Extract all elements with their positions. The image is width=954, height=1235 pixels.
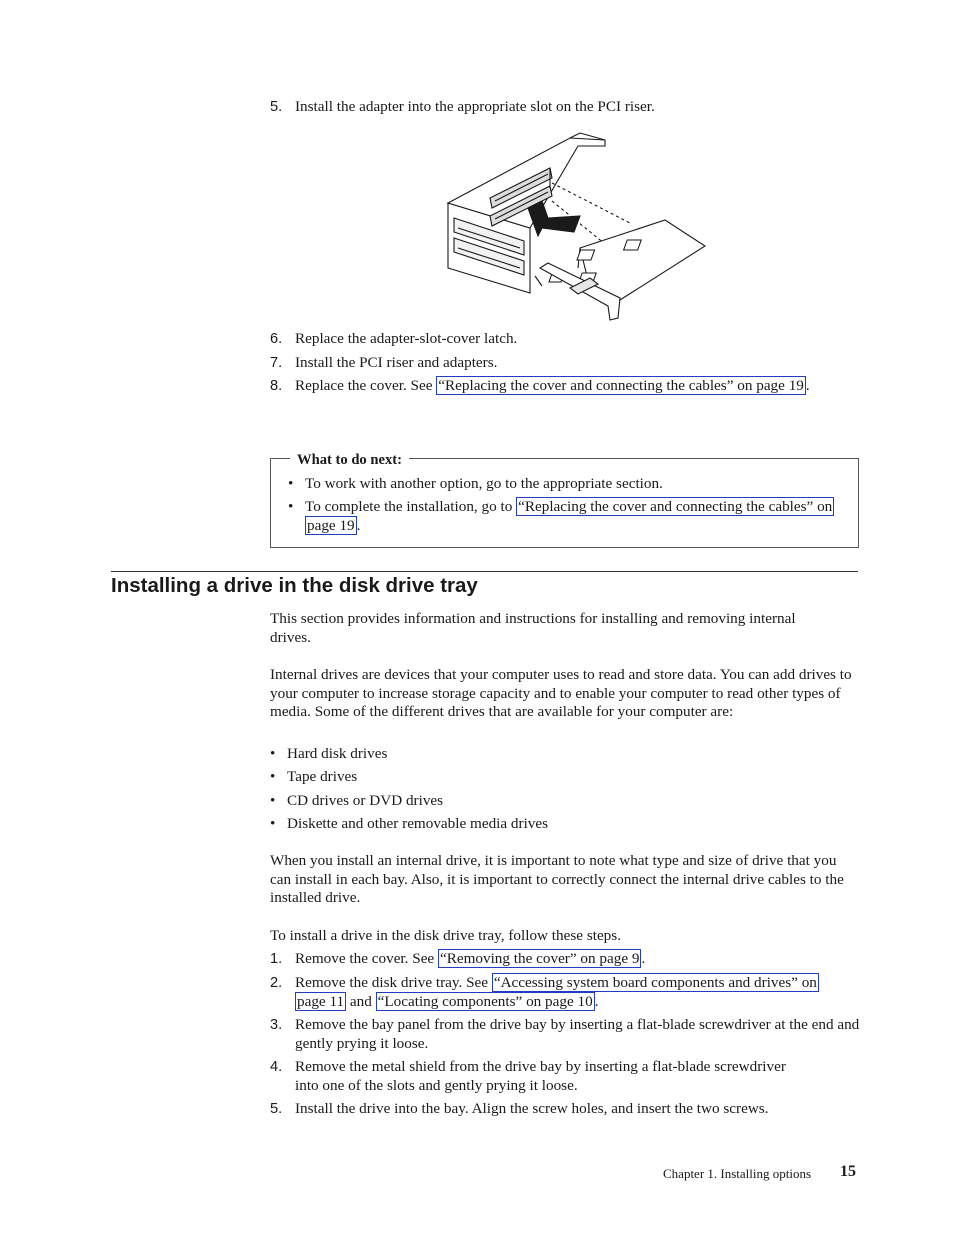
page-number: 15 xyxy=(840,1163,856,1180)
bullet-dot: • xyxy=(288,498,294,515)
link-accessing-system-board[interactable]: “Accessing system board components and drives” on page 11 xyxy=(297,974,817,1010)
bullet-dot: • xyxy=(270,815,276,832)
step-number: 2. xyxy=(270,975,283,991)
step-text: Install the drive into the bay. Align the screw holes, and insert the two screws. xyxy=(295,1100,769,1117)
drive-type-text: Hard disk drives xyxy=(287,745,388,762)
next-item-text xyxy=(305,498,840,535)
step-text: Replace the adapter-slot-cover latch. xyxy=(295,330,518,347)
step-text-pre: Remove the disk drive tray. See xyxy=(295,974,492,991)
step-number: 3. xyxy=(270,1017,283,1033)
bullet-dot: • xyxy=(270,792,276,809)
paragraph-follow-steps: To install a drive in the disk drive tray, follow these steps. xyxy=(270,927,621,944)
next-item-pre: To complete the installation, go to xyxy=(305,498,517,515)
step-text-post: . xyxy=(805,377,810,394)
next-item-text: To work with another option, go to the appropriate section. xyxy=(305,475,663,492)
section-heading: Installing a drive in the disk drive tray xyxy=(111,574,478,597)
step-text-pre: Replace the cover. See xyxy=(295,377,437,394)
step-text-post: . xyxy=(594,992,599,1010)
bullet-dot: • xyxy=(288,475,294,492)
paragraph-install-note: When you install an internal drive, it is important to note what type and size of drive that you can install in each bay. Also, it is important to correctly connect the internal drive cables to the installed drive. xyxy=(270,852,844,907)
step-text-post: . xyxy=(641,950,646,967)
step-text: Remove the bay panel from the drive bay by inserting a flat-blade screwdriver at the end and gently prying it loose. xyxy=(295,1016,860,1052)
footer-chapter-label: Chapter 1. Installing options xyxy=(663,1166,812,1181)
link-removing-cover[interactable]: “Removing the cover” on page 9 xyxy=(439,950,640,967)
step-text: Install the PCI riser and adapters. xyxy=(295,354,498,371)
step-number: 5. xyxy=(270,1101,283,1117)
step-text xyxy=(295,974,825,1011)
link-locating-components[interactable]: “Locating components” on page 10 xyxy=(377,992,593,1010)
step-number: 4. xyxy=(270,1059,283,1075)
drive-type-text: CD drives or DVD drives xyxy=(287,792,444,809)
link-replacing-cover[interactable]: “Replacing the cover and connecting the cables” on page 19 xyxy=(307,498,833,534)
step-text: Remove the metal shield from the drive bay by inserting a flat-blade screwdriver into one of the slots and gently prying it loose. xyxy=(295,1058,786,1094)
link-replacing-cover[interactable]: “Replacing the cover and connecting the cables” on page 19 xyxy=(438,377,804,394)
next-item-post: . xyxy=(356,516,361,534)
paragraph-internal-drives: Internal drives are devices that your computer uses to read and store data. You can add drives to your computer to increase storage capacity and to enable your computer to read other types of media. Some of the different drives that are available for your computer are: xyxy=(270,666,852,721)
drive-type-text: Tape drives xyxy=(287,768,358,785)
step-number: 8. xyxy=(270,378,283,394)
step-number: 5. xyxy=(270,99,283,115)
step-number: 6. xyxy=(270,331,283,347)
what-to-do-next-title: What to do next: xyxy=(290,451,409,470)
step-number: 7. xyxy=(270,355,283,371)
drive-type-text: Diskette and other removable media drives xyxy=(287,815,549,832)
section-divider xyxy=(111,571,858,572)
bullet-dot: • xyxy=(270,745,276,762)
step-text-mid: and xyxy=(346,992,376,1010)
paragraph-intro: This section provides information and instructions for installing and removing internal drives. xyxy=(270,610,796,646)
step-text: Install the adapter into the appropriate slot on the PCI riser. xyxy=(295,98,655,115)
step-number: 1. xyxy=(270,951,283,967)
step-text xyxy=(295,950,860,969)
bullet-dot: • xyxy=(270,768,276,785)
step-text-pre: Remove the cover. See xyxy=(295,950,438,967)
pci-riser-adapter-illustration xyxy=(440,128,720,323)
step-text xyxy=(295,377,823,396)
